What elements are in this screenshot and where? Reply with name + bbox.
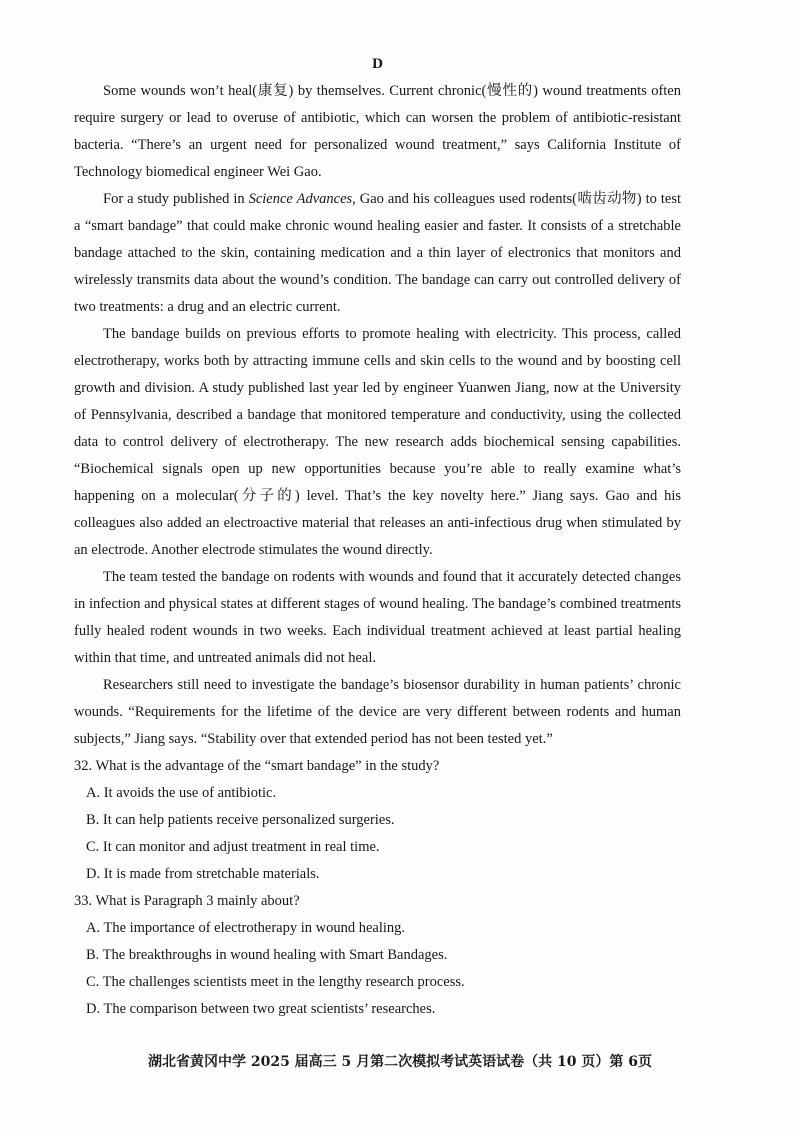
option-c: C. The challenges scientists meet in the lengthy research process.	[86, 974, 465, 990]
page-content	[74, 51, 681, 1023]
reading-passage	[74, 78, 681, 753]
option-b: B. It can help patients receive personalized surgeries.	[86, 812, 395, 828]
paragraph-1: Some wounds won’t heal(康复) by themselves. Current chronic(慢性的) wound treatments often require surgery or lead to overuse of antibiotic, which can worsen the problem of antibiotic-resistant bacteria. “There’s an urgent need for personalized wound treatment,” says California Institute of Technology biomedical engineer Wei Gao.	[74, 83, 681, 180]
paragraph-2-text-before: For a study published in	[103, 191, 249, 207]
option-a: A. The importance of electrotherapy in wound healing.	[86, 920, 406, 936]
option-a: A. It avoids the use of antibiotic.	[86, 785, 277, 801]
option-b: B. The breakthroughs in wound healing with Smart Bandages.	[86, 947, 448, 963]
option-d: D. The comparison between two great scientists’ researches.	[86, 1001, 436, 1017]
question-stem: 33. What is Paragraph 3 mainly about?	[74, 893, 300, 909]
journal-title: Science Advances	[248, 191, 353, 207]
paragraph-2	[74, 186, 681, 321]
paragraph-2-text-after: , Gao and his colleagues used rodents(啮齿动物) to test a “smart bandage” that could make chronic wound healing easier and faster. It consists of a stretchable bandage attached to the skin, containing medication and a thin layer of electronics that monitors and wirelessly transmits data about the wound’s condition. The bandage can carry out controlled delivery of two treatments: a drug and an electric current.	[74, 191, 681, 315]
option-d: D. It is made from stretchable materials.	[86, 866, 320, 882]
question-32	[74, 753, 681, 888]
paragraph-5: Researchers still need to investigate the bandage’s biosensor durability in human patients’ chronic wounds. “Requirements for the lifetime of the device are very different between rodents and human subjects,” Jiang says. “Stability over that extended period has not been tested yet.”	[74, 677, 681, 747]
question-stem: 32. What is the advantage of the “smart bandage” in the study?	[74, 758, 440, 774]
paragraph-3: The bandage builds on previous efforts to promote healing with electricity. This process, called electrotherapy, works both by attracting immune cells and skin cells to the wound and by boosting cell growth and division. A study published last year led by engineer Yuanwen Jiang, now at the University of Pennsylvania, described a bandage that monitored temperature and conductivity, using the collected data to control delivery of electrotherapy. The new research adds biochemical sensing capabilities. “Biochemical signals open up new opportunities because you’re able to really examine what’s happening on a molecular(分子的) level. That’s the key novelty here.” Jiang says. Gao and his colleagues also added an electroactive material that releases an anti-infectious drug when stimulated by an electrode. Another electrode stimulates the wound directly.	[74, 326, 681, 558]
question-33	[74, 888, 681, 1023]
option-c: C. It can monitor and adjust treatment in real time.	[86, 839, 380, 855]
page-footer: 湖北省黄冈中学 2025 届高三 5 月第二次模拟考试英语试卷（共 10 页）第 6页	[147, 1054, 653, 1070]
section-label: D	[372, 56, 383, 72]
paragraph-4: The team tested the bandage on rodents with wounds and found that it accurately detected changes in infection and physical states at different stages of wound healing. The bandage’s combined treatments fully healed rodent wounds in two weeks. Each individual treatment achieved at least partial healing within that time, and untreated animals did not heal.	[74, 569, 681, 666]
